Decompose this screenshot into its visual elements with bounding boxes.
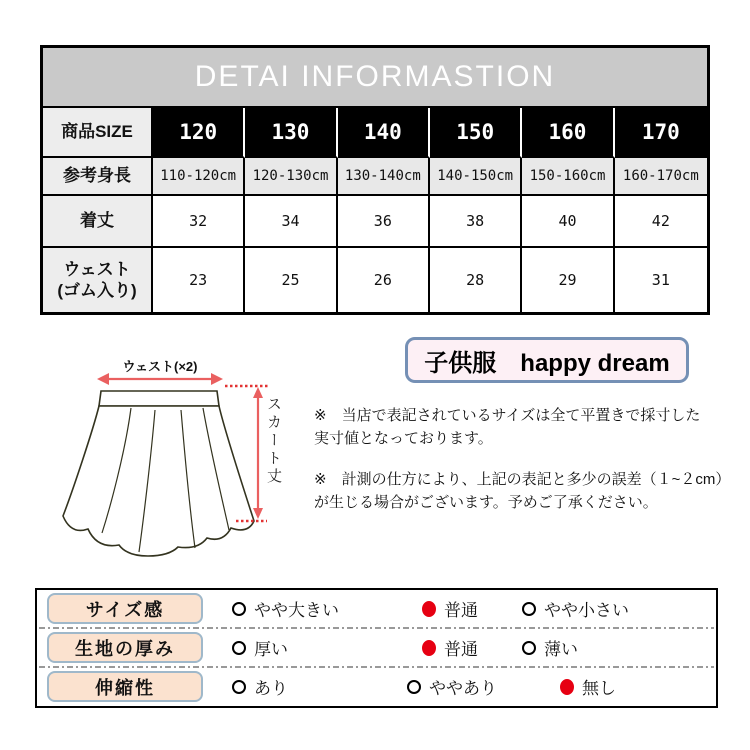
radio-marker (422, 601, 436, 617)
table-cell: 25 (245, 248, 337, 312)
waist-arrowhead-left (97, 373, 109, 385)
table-cell: 23 (153, 248, 245, 312)
table-title: DETAI INFORMASTION (43, 48, 707, 106)
radio-marker (407, 680, 421, 694)
skirt-body (63, 406, 254, 556)
option-label: 無し (582, 679, 616, 698)
attribute-option (522, 590, 629, 627)
attribute-label: 伸縮性 (47, 671, 203, 702)
table-cell: 130-140cm (338, 158, 430, 196)
length-arrowhead-top (253, 387, 263, 398)
table-cell: 34 (245, 196, 337, 248)
table-cell: 40 (522, 196, 614, 248)
option-label: あり (254, 679, 288, 698)
radio-marker (232, 680, 246, 694)
row-label-waist-line2: (ゴム入り) (57, 281, 137, 300)
attribute-option (422, 629, 478, 666)
length-arrowhead-bottom (253, 508, 263, 519)
option-label: 普通 (444, 601, 478, 620)
radio-marker (522, 602, 536, 616)
row-label-height: 参考身長 (43, 158, 153, 196)
size-col-header: 130 (245, 108, 337, 158)
row-label-waist (43, 248, 153, 312)
option-label: やや大きい (254, 601, 339, 620)
table-cell: 28 (430, 248, 522, 312)
radio-marker (560, 679, 574, 695)
table-cell: 32 (153, 196, 245, 248)
note-line: ※ 当店で表記されているサイズは全て平置きで採寸した (314, 407, 701, 424)
attribute-box (35, 588, 718, 708)
row-label-length: 着丈 (43, 196, 153, 248)
table-cell: 31 (615, 248, 707, 312)
table-cell: 150-160cm (522, 158, 614, 196)
size-table-grid (43, 106, 707, 312)
radio-marker (232, 602, 246, 616)
skirt-length-label: スカート丈 (265, 396, 282, 486)
note-line: ※ 計測の仕方により、上記の表記と多少の誤差（１~２cm） (314, 471, 731, 488)
skirt-waistband (99, 391, 219, 406)
attribute-option (422, 590, 478, 627)
attribute-option (560, 668, 616, 705)
table-cell: 36 (338, 196, 430, 248)
attribute-option (232, 668, 288, 705)
attribute-row-size-feel (37, 590, 716, 627)
size-col-header: 140 (338, 108, 430, 158)
size-table (40, 45, 710, 315)
option-label: やや小さい (544, 601, 629, 620)
table-cell: 42 (615, 196, 707, 248)
attribute-row-fabric-thickness (37, 629, 716, 666)
option-label: 厚い (254, 640, 288, 659)
table-cell: 110-120cm (153, 158, 245, 196)
waist-arrow-label: ウェスト(×2) (122, 359, 198, 374)
attribute-option (522, 629, 578, 666)
attribute-label: 生地の厚み (47, 632, 203, 663)
attribute-option (407, 668, 497, 705)
note-measurement (314, 404, 746, 450)
attribute-option (232, 590, 339, 627)
brand-badge: 子供服 happy dream (405, 337, 689, 383)
attribute-option (232, 629, 288, 666)
table-cell: 120-130cm (245, 158, 337, 196)
waist-arrowhead-right (211, 373, 223, 385)
notes (314, 404, 746, 532)
table-cell: 26 (338, 248, 430, 312)
corner-label: 商品SIZE (43, 108, 153, 158)
option-label: 薄い (544, 640, 578, 659)
attribute-label: サイズ感 (47, 593, 203, 624)
attribute-row-stretch (37, 668, 716, 705)
size-col-header: 160 (522, 108, 614, 158)
table-cell: 140-150cm (430, 158, 522, 196)
option-label: 普通 (444, 640, 478, 659)
radio-marker (522, 641, 536, 655)
size-col-header: 170 (615, 108, 707, 158)
table-cell: 38 (430, 196, 522, 248)
size-col-header: 120 (153, 108, 245, 158)
table-cell: 29 (522, 248, 614, 312)
note-tolerance (314, 468, 746, 514)
row-label-waist-line1: ウェスト (63, 259, 131, 279)
size-col-header: 150 (430, 108, 522, 158)
note-line: 実寸値となっております。 (314, 430, 493, 447)
table-cell: 160-170cm (615, 158, 707, 196)
note-line: が生じる場合がございます。予めご了承ください。 (314, 494, 658, 511)
option-label: ややあり (429, 679, 497, 698)
radio-marker (232, 641, 246, 655)
radio-marker (422, 640, 436, 656)
